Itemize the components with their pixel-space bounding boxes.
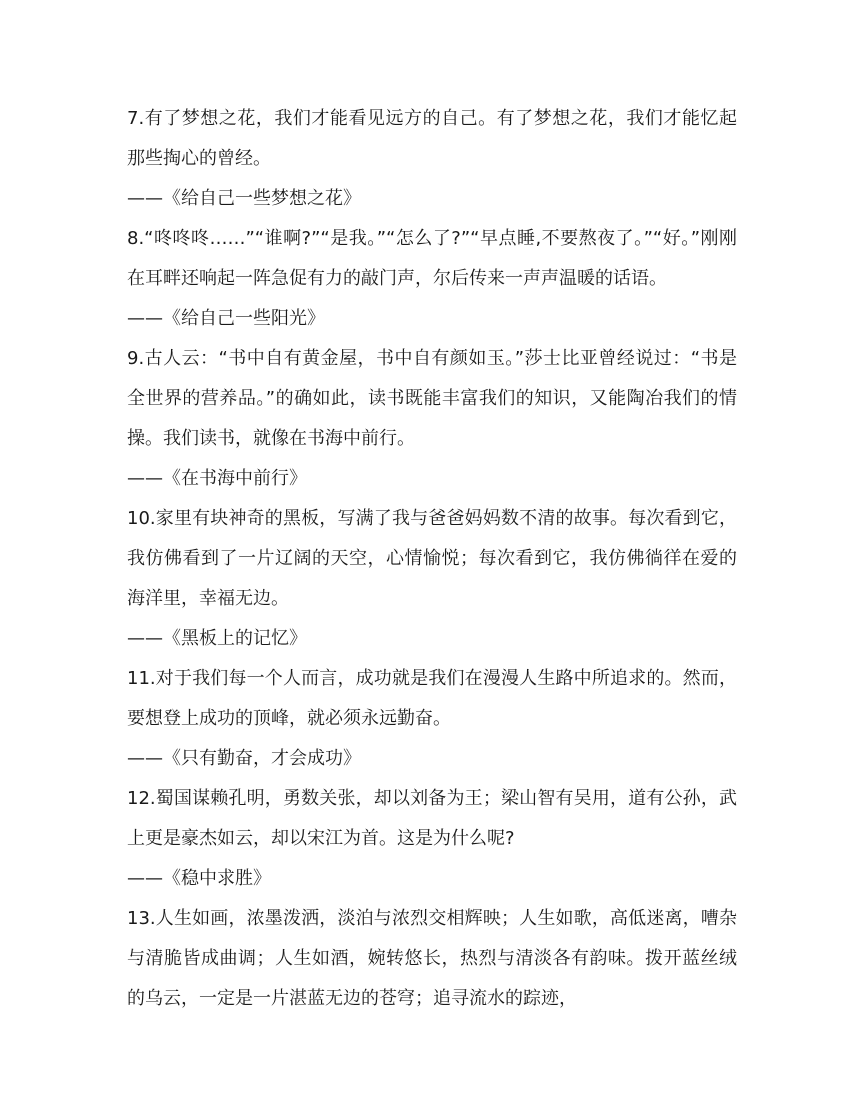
entry-7-source: ——《给自己一些梦想之花》 bbox=[127, 188, 361, 209]
entry-8-text: 8.“咚咚咚……”“谁啊?”“是我。”“怎么了?”“早点睡,不要熬夜了。”“好。”刚刚在耳畔还响起一阵急促有力的敲门声，尔后传来一声声温暖的话语。 bbox=[127, 228, 737, 289]
entry-11-source: ——《只有勤奋，才会成功》 bbox=[127, 748, 361, 769]
entry-7-text: 7.有了梦想之花，我们才能看见远方的自己。有了梦想之花，我们才能忆起那些掏心的曾经。 bbox=[127, 108, 737, 169]
entry-12-source: ——《稳中求胜》 bbox=[127, 868, 271, 889]
document-body bbox=[127, 99, 737, 1019]
entry-10-source: ——《黑板上的记忆》 bbox=[127, 628, 307, 649]
entry-11-text: 11.对于我们每一个人而言，成功就是我们在漫漫人生路中所追求的。然而，要想登上成功的顶峰，就必须永远勤奋。 bbox=[127, 668, 737, 729]
entry-10-text: 10.家里有块神奇的黑板，写满了我与爸爸妈妈数不清的故事。每次看到它，我仿佛看到了一片辽阔的天空，心情愉悦；每次看到它，我仿佛徜徉在爱的海洋里，幸福无边。 bbox=[127, 508, 737, 609]
entry-9-text: 9.古人云：“书中自有黄金屋，书中自有颜如玉。”莎士比亚曾经说过：“书是全世界的营养品。”的确如此，读书既能丰富我们的知识，又能陶冶我们的情操。我们读书，就像在书海中前行。 bbox=[127, 348, 737, 449]
entry-12-text: 12.蜀国谋赖孔明，勇数关张，却以刘备为王；梁山智有吴用，道有公孙，武上更是豪杰如云，却以宋江为首。这是为什么呢? bbox=[127, 788, 737, 849]
entry-9-source: ——《在书海中前行》 bbox=[127, 468, 307, 489]
entry-8-source: ——《给自己一些阳光》 bbox=[127, 308, 325, 329]
entry-13-text: 13.人生如画，浓墨泼洒，淡泊与浓烈交相辉映；人生如歌，高低迷离，嘈杂与清脆皆成曲调；人生如酒，婉转悠长，热烈与清淡各有韵味。拨开蓝丝绒的乌云，一定是一片湛蓝无边的苍穹；追寻流水的踪迹， bbox=[127, 908, 737, 1009]
